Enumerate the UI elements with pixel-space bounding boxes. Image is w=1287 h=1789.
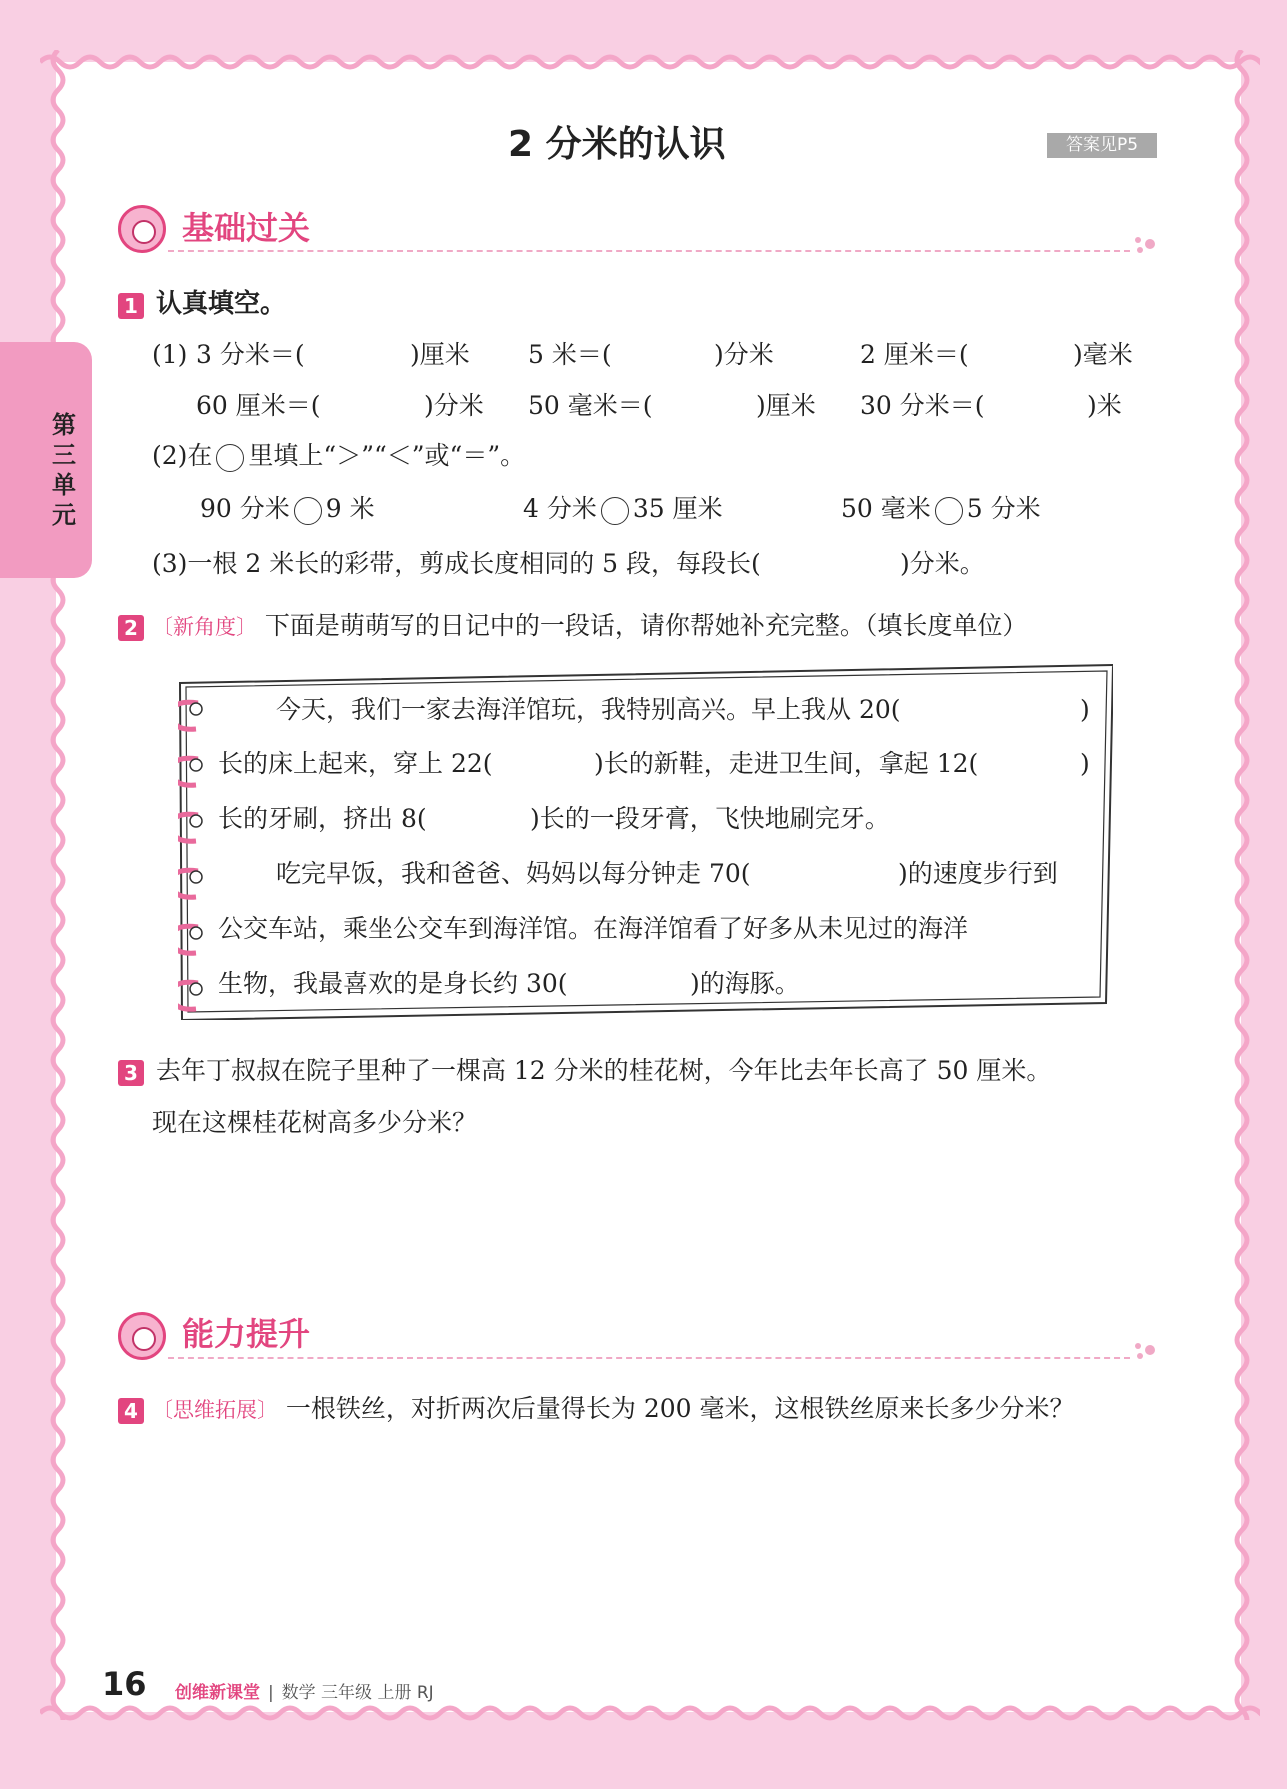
answer-reference-badge: 答案见P5	[1047, 133, 1157, 158]
q1-blank-suffix: )厘米	[410, 340, 470, 369]
compare-left: 4 分米	[523, 494, 597, 523]
question-2-text: 下面是萌萌写的日记中的一段话，请你帮她补充完整。（填长度单位）	[264, 611, 1028, 640]
compare-right: 5 分米	[966, 494, 1041, 523]
q1-blank-suffix: )分米	[424, 391, 484, 420]
q1-blank-suffix: )厘米	[756, 391, 816, 420]
footer-subject: 数学 三年级 上册 RJ	[281, 1683, 434, 1703]
compare-circle-icon[interactable]	[294, 497, 322, 525]
right-wave-border	[1230, 50, 1254, 1720]
q1-part2-text-a: (2)在	[152, 441, 213, 470]
question-2-header	[118, 613, 1027, 641]
diary-line-4-a: 吃完早饭，我和爸爸、妈妈以每分钟走 70(	[276, 859, 751, 888]
q1-blank-prefix: 30 分米＝(	[860, 391, 985, 420]
question-3-line-2: 现在这棵桂花树高多少分米？	[152, 1108, 478, 1137]
question-3-text-1: 去年丁叔叔在院子里种了一棵高 12 分米的桂花树，今年比去年长高了 50 厘米。	[155, 1056, 1052, 1085]
compare-left: 50 毫米	[841, 494, 931, 523]
diary-line-2-c: )	[1080, 749, 1090, 778]
compare-left: 90 分米	[200, 494, 290, 523]
footer-info	[175, 1677, 434, 1702]
q1-blank-prefix: 5 米＝(	[528, 340, 612, 369]
section-divider	[168, 250, 1130, 252]
mascot-icon	[118, 205, 166, 253]
question-number-1: 1	[118, 293, 144, 319]
q1-blank-suffix: )毫米	[1073, 340, 1133, 369]
question-4-tag: 〔思维拓展〕	[151, 1398, 278, 1422]
q1-blank-prefix: 3 分米＝(	[196, 340, 305, 369]
diary-line-2-a: 长的床上起来，穿上 22(	[218, 749, 493, 778]
compare-circle-icon[interactable]	[601, 497, 629, 525]
q1-blank-prefix: 50 毫米＝(	[528, 391, 653, 420]
question-number-4: 4	[118, 1398, 144, 1424]
diary-line-1-b: )	[1080, 695, 1090, 724]
left-wave-border	[46, 50, 70, 1720]
question-4	[118, 1396, 1075, 1424]
compare-circle-icon[interactable]	[935, 497, 963, 525]
q1-blank-prefix: 60 厘米＝(	[196, 391, 321, 420]
diary-line-1-a: 今天，我们一家去海洋馆玩，我特别高兴。早上我从 20(	[276, 695, 901, 724]
unit-side-label: 第三单元	[52, 411, 76, 529]
top-wave-border	[40, 40, 1260, 80]
diary-line-4-b: )的速度步行到	[898, 859, 1058, 888]
diary-line-5: 公交车站，乘坐公交车到海洋馆。在海洋馆看了好多从未见过的海洋	[218, 914, 969, 943]
page-title: 2 分米的认识	[508, 124, 726, 165]
q1-part3-prefix: (3)一根 2 米长的彩带，剪成长度相同的 5 段，每段长(	[152, 549, 761, 578]
compare-right: 35 厘米	[632, 494, 723, 523]
decor-dots-icon	[1130, 234, 1166, 256]
diary-line-6-b: )的海豚。	[690, 969, 800, 998]
page-number: 16	[102, 1665, 147, 1703]
compare-item	[200, 496, 375, 525]
diary-line-2-b: )长的新鞋，走进卫生间，拿起 12(	[594, 749, 979, 778]
q1-part3-suffix: )分米。	[900, 549, 985, 578]
q1-blank-prefix: 2 厘米＝(	[860, 340, 969, 369]
question-number-2: 2	[118, 615, 144, 641]
compare-item	[523, 496, 723, 525]
section-title-advanced: 能力提升	[182, 1315, 311, 1353]
question-number-3: 3	[118, 1060, 144, 1086]
q1-part2-instruction	[152, 443, 525, 472]
footer-brand: 创维新课堂	[175, 1683, 260, 1703]
question-4-text: 一根铁丝，对折两次后量得长为 200 毫米，这根铁丝原来长多少分米？	[285, 1394, 1075, 1423]
compare-right: 9 米	[325, 494, 375, 523]
question-1-title: 认真填空。	[155, 289, 286, 319]
question-2-tag: 〔新角度〕	[151, 615, 257, 639]
q1-blank-suffix: )分米	[714, 340, 774, 369]
diary-line-3-a: 长的牙刷，挤出 8(	[218, 804, 427, 833]
question-1-header	[118, 291, 286, 319]
decor-dots-icon	[1130, 1340, 1166, 1362]
q1-part2-text-b: 里填上“＞”“＜”或“＝”。	[248, 441, 526, 470]
compare-circle-icon	[216, 444, 244, 472]
mascot-icon	[118, 1312, 166, 1360]
compare-item	[841, 496, 1041, 525]
diary-line-3-b: )长的一段牙膏，飞快地刷完牙。	[530, 804, 890, 833]
q1-blank-suffix: )米	[1087, 391, 1122, 420]
section-title-basic: 基础过关	[182, 209, 311, 247]
question-3-line-1	[118, 1058, 1051, 1086]
section-divider	[168, 1357, 1130, 1359]
q1-part1-label: (1)	[152, 340, 188, 369]
footer-divider: |	[267, 1683, 274, 1703]
diary-line-6-a: 生物，我最喜欢的是身长约 30(	[218, 969, 568, 998]
